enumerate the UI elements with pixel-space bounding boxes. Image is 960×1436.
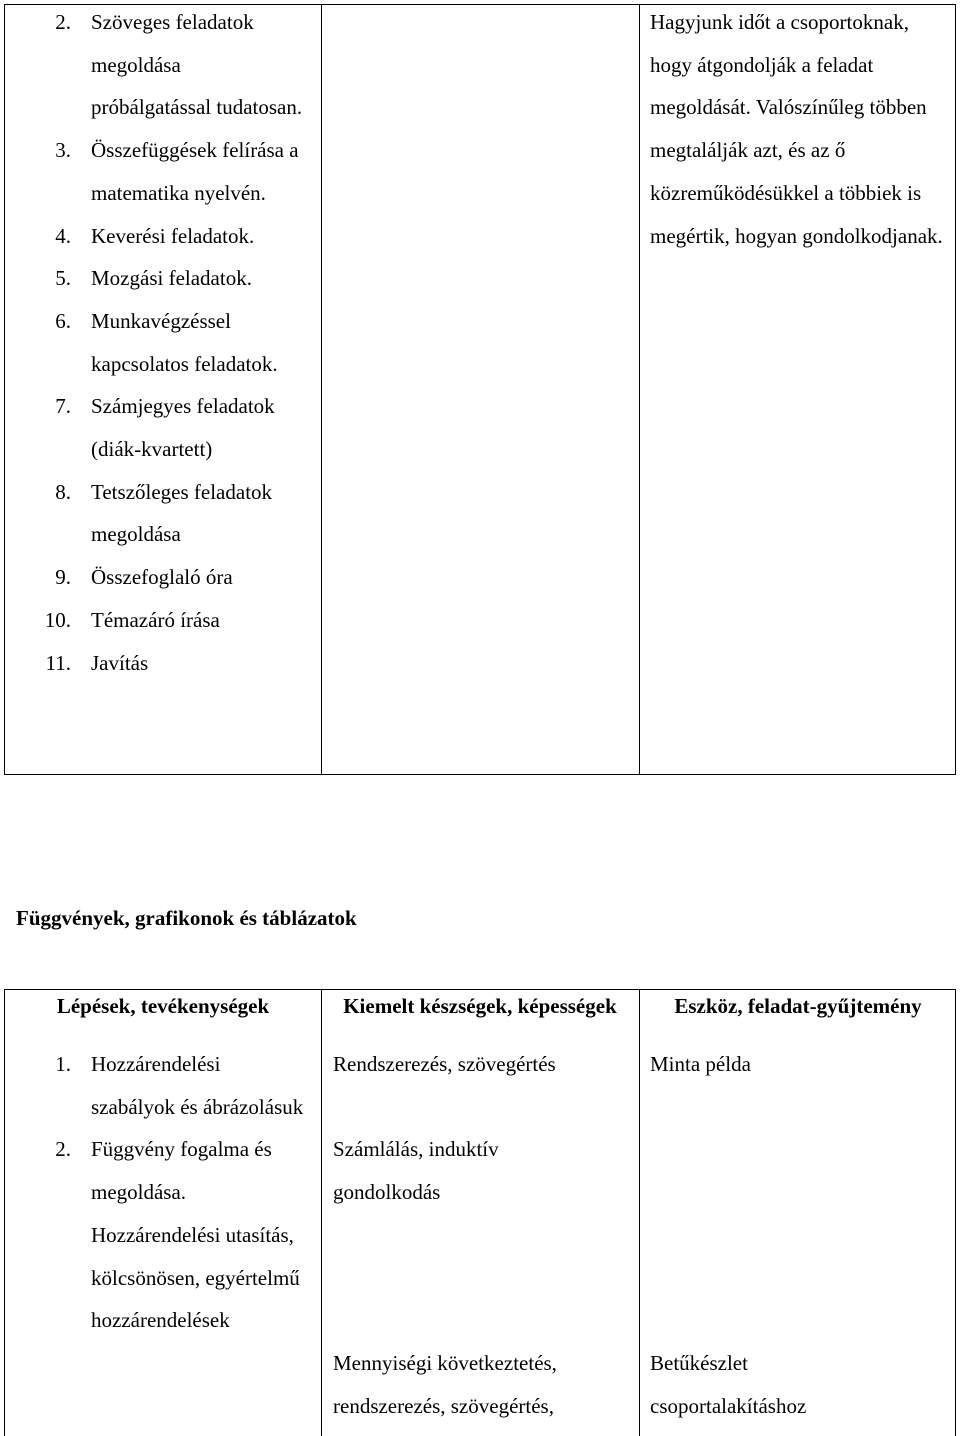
list-item-text: Számjegyes feladatok (diák-kvartett) bbox=[91, 394, 275, 462]
list-item-number: 10. bbox=[44, 607, 71, 632]
list-item-number: 8. bbox=[55, 479, 71, 504]
list-item-text: Keverési feladatok. bbox=[91, 223, 255, 248]
steps-cell bbox=[5, 1043, 305, 1342]
list-item bbox=[5, 599, 305, 642]
list-item-text: Szöveges feladatok megoldása próbálgatással tudatosan. bbox=[91, 10, 303, 120]
skill-text: rendszerezés, szövegértés, bbox=[333, 1394, 554, 1418]
list-item-text: Függvény fogalma és megoldása. Hozzárendelési utasítás, kölcsönösen, egyértelmű hozzárendelések bbox=[91, 1137, 300, 1333]
list-item bbox=[5, 1128, 305, 1342]
column-header-steps: Lépések, tevékenységek bbox=[56, 994, 270, 1018]
list-item bbox=[5, 385, 305, 470]
list-item bbox=[5, 642, 305, 685]
list-item-text: Hozzárendelési szabályok és ábrázolásuk bbox=[91, 1052, 304, 1119]
list-item-number: 4. bbox=[55, 223, 71, 248]
list-item-number: 2. bbox=[55, 10, 71, 34]
list-item bbox=[5, 257, 305, 300]
column-header-tools: Eszköz, feladat-gyűjtemény bbox=[674, 994, 922, 1018]
column-divider bbox=[321, 990, 322, 1436]
list-item-text: Javítás bbox=[91, 650, 149, 675]
list-item bbox=[5, 1043, 305, 1128]
list-item-number: 9. bbox=[55, 565, 71, 590]
list-item-number: 11. bbox=[45, 650, 71, 675]
tool-text: Minta példa bbox=[650, 1052, 751, 1076]
list-item bbox=[5, 556, 305, 599]
list-item-number: 6. bbox=[55, 308, 71, 333]
list-item-number: 3. bbox=[55, 138, 71, 163]
column-divider bbox=[639, 990, 640, 1436]
list-item-text: Tetszőleges feladatok megoldása bbox=[91, 479, 273, 547]
list-item bbox=[5, 300, 305, 385]
list-item-text: Összefoglaló óra bbox=[91, 565, 233, 590]
list-item-text: Összefüggések felírása a matematika nyelvén. bbox=[91, 138, 299, 205]
list-item-number: 7. bbox=[55, 394, 71, 419]
section-title: Függvények, grafikonok és táblázatok bbox=[16, 906, 357, 930]
functions-table bbox=[4, 989, 956, 1436]
list-item bbox=[5, 215, 305, 258]
list-item-number: 1. bbox=[55, 1052, 71, 1076]
steps-cell bbox=[5, 1, 305, 684]
list-item bbox=[5, 1, 305, 129]
list-item-text: Munkavégzéssel kapcsolatos feladatok. bbox=[91, 308, 278, 376]
list-item-number: 2. bbox=[55, 1137, 71, 1162]
list-item-number: 5. bbox=[55, 266, 71, 291]
list-item bbox=[5, 129, 305, 214]
lesson-steps-table bbox=[4, 4, 956, 775]
tool-text: Betűkészlet bbox=[650, 1351, 748, 1375]
note-cell: Hagyjunk időt a csoportoknak, hogy átgondolják a feladat megoldását. Valószínűleg többen megtalálják azt, és az ő közreműködésükkel a többiek is megértik, hogyan gondolkodjanak. bbox=[650, 10, 943, 248]
list-item-text: Témazáró írása bbox=[91, 607, 220, 632]
skill-text: Mennyiségi következtetés, bbox=[333, 1351, 557, 1375]
skill-text: Rendszerezés, szövegértés bbox=[333, 1052, 556, 1076]
skill-text: Számlálás, induktív bbox=[333, 1137, 499, 1161]
list-item-text: Mozgási feladatok. bbox=[91, 266, 252, 291]
column-divider bbox=[321, 5, 322, 774]
column-header-skills: Kiemelt készségek, képességek bbox=[343, 994, 617, 1018]
list-item bbox=[5, 471, 305, 556]
tool-text: csoportalakításhoz bbox=[650, 1394, 807, 1418]
column-divider bbox=[639, 5, 640, 774]
skill-text: gondolkodás bbox=[333, 1180, 441, 1204]
